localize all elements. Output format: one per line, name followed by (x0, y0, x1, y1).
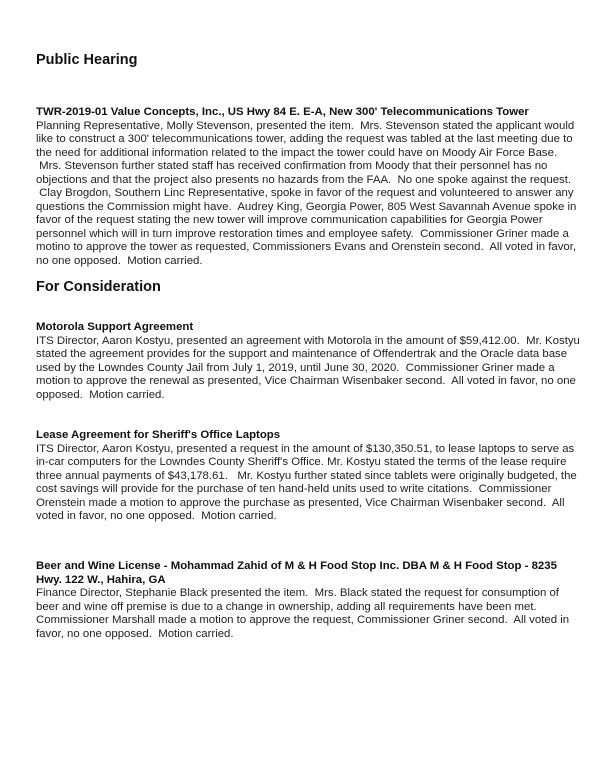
body-line: opposed. Motion carried. (36, 388, 165, 401)
body-line: Planning Representative, Molly Stevenson, presented the item. Mrs. Stevenson stated the applicant would (36, 119, 575, 132)
body-line: ITS Director, Aaron Kostyu, presented a request in the amount of $130,350.51, to lease laptops to serve as (36, 442, 575, 455)
body-line: motino to approve the tower as requested, Commissioners Evans and Orenstein second. All voted in favor, (36, 241, 577, 253)
body-line: ITS Director, Aaron Kostyu, presented an agreement with Motorola in the amount of $59,412.00. Mr. Kostyu (36, 334, 580, 347)
body-line: personnel which will in turn improve restoration times and employee safety. Commissioner Griner made a (36, 227, 569, 240)
body-line: Mrs. Stevenson further stated staff has received confirmation from Moody that their personnel has no (36, 160, 548, 172)
body-line: stated the agreement provides for the support and maintenance of Offendertrak and the Oracle data base (36, 348, 568, 360)
body-line: questions the Commission might have. Audrey King, Georgia Power, 805 West Savannah Avenue spoke in (36, 200, 577, 213)
agenda-item-title (36, 321, 566, 335)
title-line: Lease Agreement for Sheriff's Office Laptops (36, 429, 281, 441)
agenda-item-twr-2019-01 (36, 106, 577, 268)
agenda-item-beer-wine-license (36, 560, 570, 641)
body-line: the need for additional information related to the impact the tower could have on Moody Air Force Base. (36, 146, 558, 159)
title-line: TWR-2019-01 Value Concepts, Inc., US Hwy 84 E. E-A, New 300' Telecommunications Tower (36, 106, 529, 118)
body-line: Orenstein made a motion to approve the purchase as presented, Vice Chairman Wisenbaker second. All (36, 496, 565, 509)
agenda-item-body (36, 334, 580, 403)
title-line: Hwy. 122 W., Hahira, GA (36, 573, 166, 586)
agenda-item-title (36, 106, 566, 120)
body-line: used by the Lowndes County Jail from July 1, 2019, until June 30, 2020. Commissioner Griner made a (36, 361, 555, 374)
body-line: like to construct a 300' telecommunications tower, adding the request was tabled at the last meeting due to (36, 133, 573, 145)
agenda-item-body (36, 587, 570, 641)
body-line: Commissioner Marshall made a motion to approve the request, Commissioner Griner second. All voted in (36, 614, 570, 626)
agenda-item-title (36, 560, 566, 587)
section-heading-for-consideration: For Consideration (36, 279, 161, 295)
body-line: Clay Brogdon, Southern Linc Representative, spoke in favor of the request and volunteered to answer any (36, 187, 574, 199)
body-line: Finance Director, Stephanie Black presented the item. Mrs. Black stated the request for consumption of (36, 587, 559, 599)
body-line: beer and wine off premise is due to a change in ownership, adding all requirements have been met. (36, 600, 537, 613)
section-heading-public-hearing: Public Hearing (36, 52, 138, 68)
body-line: three annual payments of $43,178.61. Mr. Kostyu further stated since tablets were originally budgeted, the (36, 469, 577, 482)
title-line: Beer and Wine License - Mohammad Zahid of M & H Food Stop Inc. DBA M & H Food Stop - 8235 (36, 560, 557, 572)
body-line: favor of the request stating the new tower will improve communication capabilities for Georgia Power (36, 214, 543, 226)
agenda-item-body (36, 119, 577, 269)
body-line: favor, no one opposed. Motion carried. (36, 627, 234, 640)
body-line: objections and that the project also presents no hazards from the FAA. No one spoke against the request. (36, 173, 572, 186)
body-line: voted in favor, no one opposed. Motion carried. (36, 510, 277, 522)
body-line: cost savings will provide for the purchase of ten hand-held units used to write citations. Commissioner (36, 483, 552, 495)
title-line: Motorola Support Agreement (36, 321, 194, 333)
agenda-item-body (36, 442, 577, 524)
agenda-item-motorola-support (36, 321, 580, 402)
body-line: motion to approve the renewal as presented, Vice Chairman Wisenbaker second. All voted in favor, no one (36, 375, 576, 387)
body-line: no one opposed. Motion carried. (36, 254, 203, 267)
agenda-item-title (36, 429, 566, 443)
agenda-item-sheriff-laptops-lease (36, 429, 577, 524)
body-line: in-car computers for the Lowndes County Sheriff's Office. Mr. Kostyu stated the terms of the lease require (36, 456, 567, 468)
